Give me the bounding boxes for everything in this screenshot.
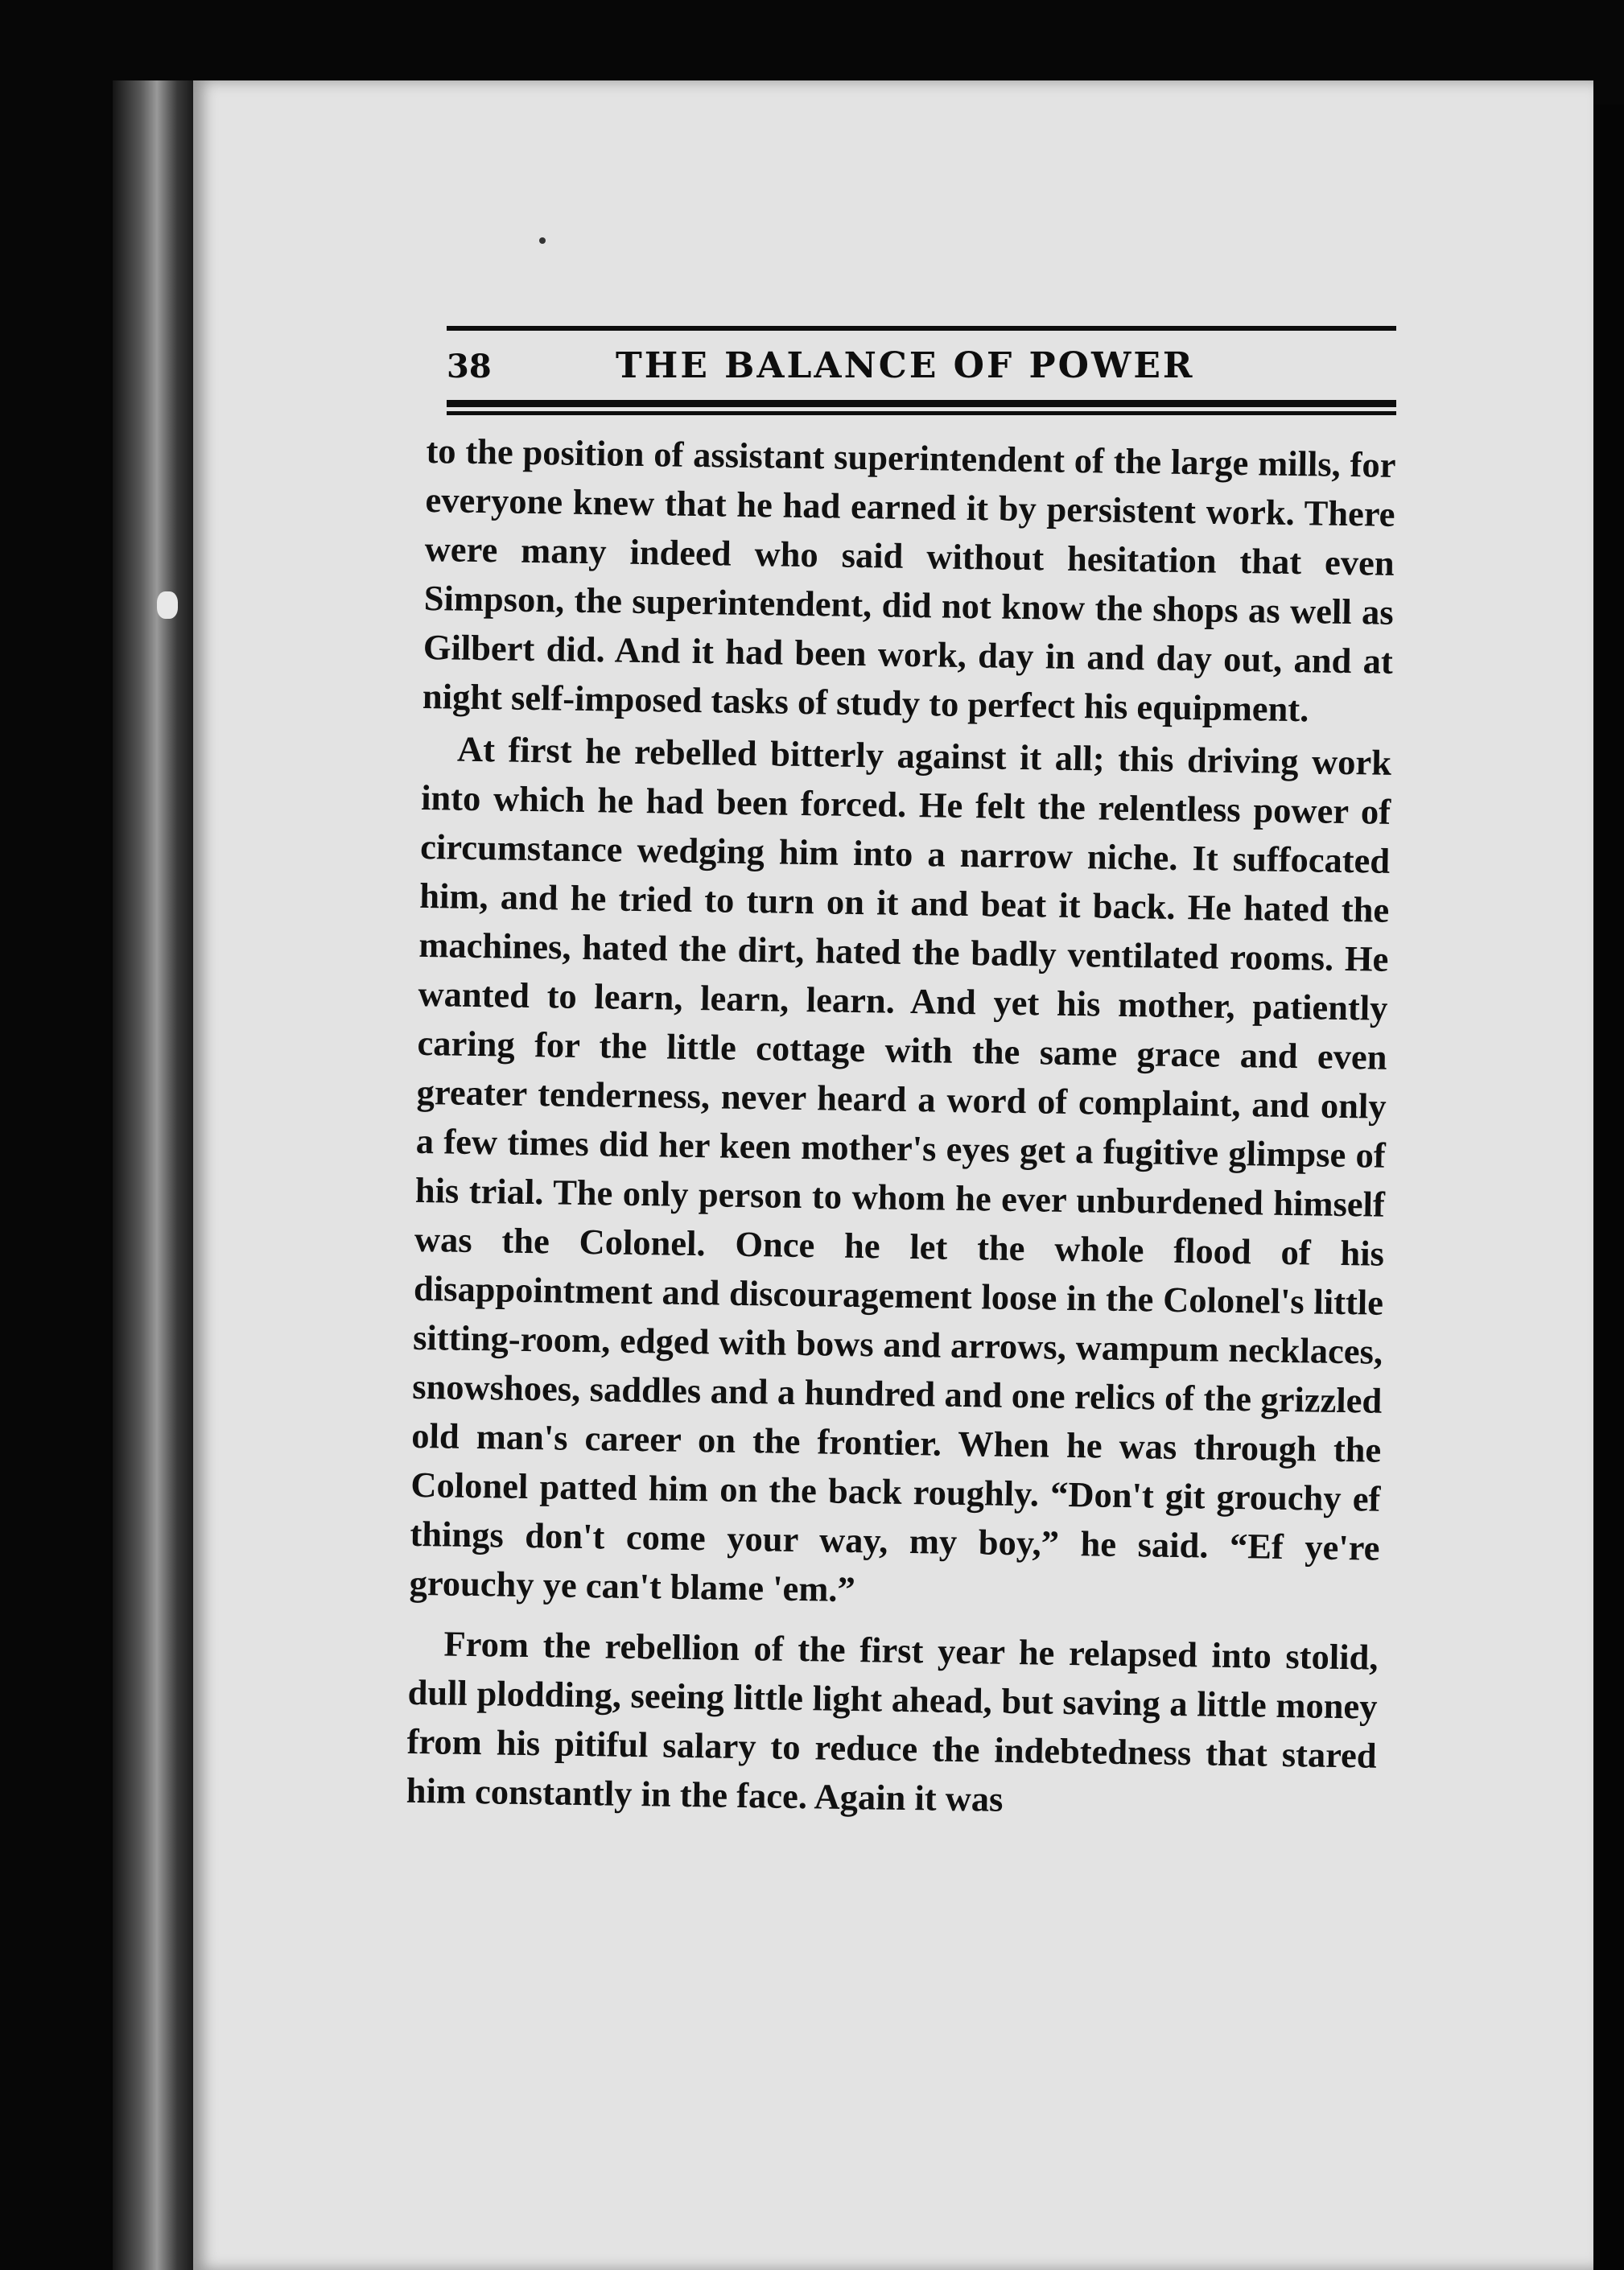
running-header — [447, 326, 1396, 415]
header-rule-top — [447, 326, 1396, 331]
paragraph: At first he rebelled bitterly against it all; this driving work into which he had been forced. He felt the relentless power of circumstance wedging him into a narrow niche. It suffocated him, and he tried to turn on it and beat it back. He hated the machines, hated the dirt, hated the badly ventilated rooms. He wanted to learn, learn, learn. And yet his mother, patiently caring for the little cottage with the same grace and even greater tenderness, never heard a word of complaint, and only a few times did her keen mother's eyes get a fugitive glimpse of his trial. The only person to whom he ever unburdened himself was the Colonel. Once he let the whole flood of his disappointment and discouragement loose in the Colonel's little sitting-room, edged with bows and arrows, wampum necklaces, snowshoes, saddles and a hundred and one relics of the grizzled old man's career on the frontier. When he was through the Colonel patted him on the back roughly. “Don't git grouchy ef things don't come your way, my boy,” he said. “Ef ye're grouchy ye can't blame 'em.” — [409, 728, 1392, 1610]
page-number: 38 — [447, 348, 492, 385]
book-spine — [113, 80, 193, 2270]
scan-blemish — [157, 591, 178, 619]
header-line — [447, 345, 1396, 387]
body-text — [406, 426, 1395, 1830]
header-rule-thick — [447, 400, 1396, 407]
paragraph: From the rebellion of the first year he relapsed into stolid, dull plodding, seeing little light ahead, but saving a little money from his pitiful salary to reduce the indebtedness that stared him constantly in the face. Again it was — [406, 1623, 1379, 1819]
header-rule-thin — [447, 411, 1396, 415]
scan-speck — [539, 237, 546, 244]
running-title: THE BALANCE OF POWER — [616, 345, 1195, 386]
page-edge-shadow — [1593, 105, 1624, 2270]
paragraph-continued: to the position of assistant superintendent of the large mills, for everyone knew that he had earned it by persistent work. There were many indeed who said without hesitation that even Simpson, the superintendent, did not know the shops as well as Gilbert did. And it had been work, day in and day out, and at night self-imposed tasks of study to perfect his equipment. — [422, 430, 1396, 730]
